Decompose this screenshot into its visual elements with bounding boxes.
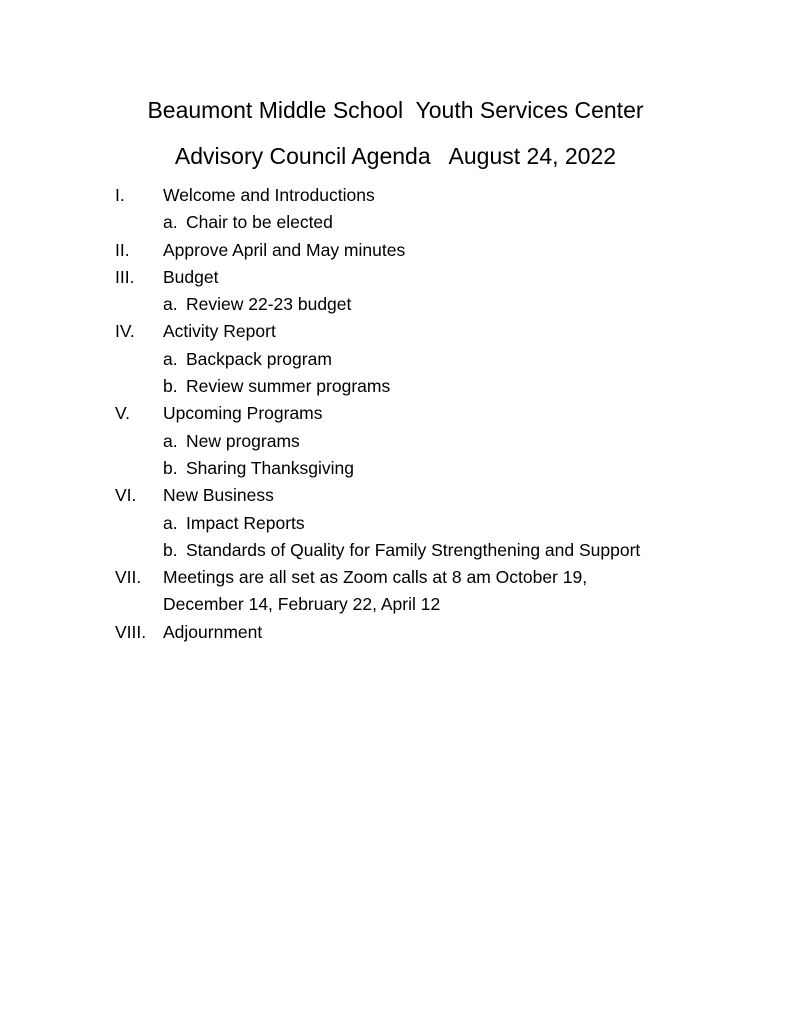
agenda-subitem <box>0 510 791 537</box>
agenda-item <box>0 400 791 427</box>
agenda-subitem-letter: a. <box>163 212 178 233</box>
agenda-item-number: VI. <box>115 485 137 506</box>
agenda-item-number: V. <box>115 403 130 424</box>
agenda-subitem-text: Review 22-23 budget <box>186 294 352 315</box>
agenda-subitem-letter: a. <box>163 348 178 369</box>
agenda-item-number: II. <box>115 239 130 260</box>
agenda-subitem-text: Backpack program <box>186 348 332 369</box>
page-subtitle: Advisory Council Agenda August 24, 2022 <box>174 143 617 169</box>
agenda-item-text: Welcome and Introductions <box>163 185 375 205</box>
agenda-subitem-letter: a. <box>163 512 178 533</box>
agenda-item-number: I. <box>115 185 125 205</box>
page-title: Beaumont Middle School Youth Services Center <box>147 97 644 123</box>
agenda-subitem-text: Impact Reports <box>186 512 305 533</box>
agenda-item-text: Upcoming Programs <box>163 403 323 424</box>
agenda-item-text: December 14, February 22, April 12 <box>163 594 441 615</box>
agenda-item <box>0 264 791 291</box>
agenda-item <box>0 564 791 591</box>
agenda-subitem <box>0 428 791 455</box>
agenda-subitem <box>0 537 791 564</box>
agenda-subitem <box>0 209 791 236</box>
agenda-subitem-letter: a. <box>163 294 178 315</box>
agenda-item-number: IV. <box>115 321 135 342</box>
agenda-list <box>0 182 791 646</box>
agenda-item-text: Adjournment <box>163 621 263 642</box>
agenda-subitem-text: Review summer programs <box>186 376 391 397</box>
agenda-item-number: VII. <box>115 567 142 588</box>
agenda-subitem <box>0 373 791 400</box>
agenda-item-text: New Business <box>163 485 274 506</box>
agenda-subitem <box>0 291 791 318</box>
agenda-subitem-text: Standards of Quality for Family Strengthening and Support <box>186 539 641 560</box>
agenda-item <box>0 482 791 509</box>
agenda-subitem-letter: b. <box>163 376 178 397</box>
agenda-subitem-text: New programs <box>186 430 300 451</box>
agenda-subitem-text: Sharing Thanksgiving <box>186 457 354 478</box>
agenda-subitem-text: Chair to be elected <box>186 212 333 233</box>
agenda-item <box>0 318 791 345</box>
agenda-subitem <box>0 455 791 482</box>
agenda-item-continuation <box>0 591 791 618</box>
agenda-item <box>0 619 791 646</box>
agenda-item-number: VIII. <box>115 621 147 642</box>
agenda-item-text: Activity Report <box>163 321 276 342</box>
agenda-subitem-letter: a. <box>163 430 178 451</box>
agenda-item <box>0 237 791 264</box>
agenda-item-text: Approve April and May minutes <box>163 239 406 260</box>
agenda-subitem <box>0 346 791 373</box>
agenda-item-text: Budget <box>163 266 219 287</box>
agenda-subitem-letter: b. <box>163 457 178 478</box>
agenda-item-text: Meetings are all set as Zoom calls at 8 am October 19, <box>163 567 588 588</box>
agenda-item <box>0 182 791 209</box>
agenda-item-number: III. <box>115 266 135 287</box>
agenda-subitem-letter: b. <box>163 539 178 560</box>
